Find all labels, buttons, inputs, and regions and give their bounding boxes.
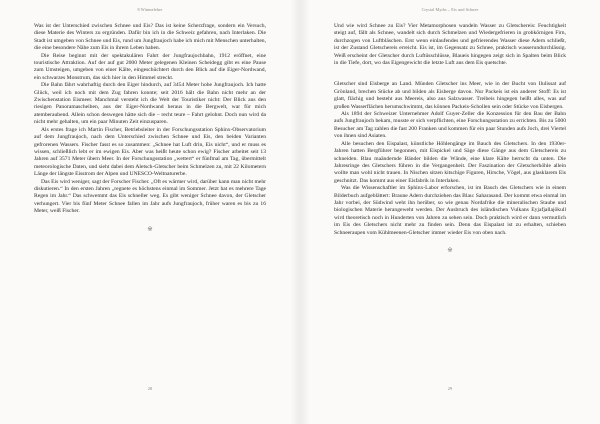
paragraph: Alle besuchen den Eispalast, künstliche Höhlengänge im Bauch des Gletschers. In den 1930er-Jahren hatten Bergführer begonnen, mit Eispickel und Säge diese Gänge aus dem Gletschereis zu schneiden. Blau maändernde Bänder bilden die Wände, eine klare Kälte herrscht da unten. Die Jahresringe des Gletschers führen in die Vergangenheit. Der Faszination der Gletscherhöhle allein wollte man wohl nicht trauen. In Nischen sitzen kitschige Figuren, Hirsche, Vögel, aus glasklarem Eis geschnitzt. Das kommt aus einer Eisfabrik in Interlaken.: [334, 140, 566, 184]
section-ornament: ※: [447, 246, 453, 254]
paragraph: Das Eis wird weniger, sagt der Forscher Fischer. „Oft es wärmer wird, darüber kann man nicht mehr diskutieren.“ In den ersten Jahren „regnete es höchstens einmal im Sommer. Jetzt hat es mehrere Tage Regen im Jahr.“ Das schwemmt das Eis schneller weg. Es gibt weniger Schnee davon, der Gletscher verhungert. Vier bis fünf Meter Schnee fallen im Jahr aufs Jungfraujoch, früher waren es bis zu 16 Meter, weiß Fischer.: [34, 178, 266, 215]
paragraph: Gletscher sind Eisberge an Land. Münden Gletscher ins Meer, wie in der Bucht von Ilulissat auf Grönland, brechen Stücke ab und bilden als Eisberge davon. Nur Packeis ist ein anderer Stoff: Es ist glatt, flächig und besteht aus Meereis, also aus Salzwasser. Treibeis hingegen heißt alles, was auf großen Wasserflächen herumschwimmt, das können Packeis-Schollen sein oder Stücke von Eisbergen.: [334, 81, 566, 110]
paragraph: Die Reise beginnt mit der spektakulären Fahrt der Jungfraujochbahn, 1912 eröffnet, eine touristische Attraktion. Auf der auf gut 2000 Meter gelegenen Kleinen Scheidegg gibt es eine Pause zum Umsteigen, umgeben von einer Kälte, eingeschüchtert durch den Blick auf die Eiger-Nordwand, ein schwarzes Monstrum, das sich hier in den Himmel streckt.: [34, 52, 266, 81]
paragraph: Was ist der Unterschied zwischen Schnee und Eis? Das ist keine Scherzfrage, sondern ein Versuch, diese Materie des Winters zu ergründen. Dafür bin ich in die Schweiz gefahren, nach Interlaken. Die Stadt ist umgeben von Schnee und Eis, rund um Jungfraujoch habe ich mich mit Menschen unterhalten, die eine besondere Nähe zum Eis in ihrem Leben haben.: [34, 23, 266, 52]
section-ornament: ※: [147, 225, 153, 233]
running-head: 8 Wärmelehre: [137, 7, 163, 12]
paragraph: Was die Wissenschaftler im Sphinx-Labor erforschen, ist im Bauch des Gletschers wie in einem Bilderbuch aufgeblättert: Braune Adern durchziehen das Blau: Saharasand. Der kommt etwa einmal im Jahr vorbei, der Südwind weht ihn herüber, so wie genau Nordafrike die mineralischen Staube und biologischen Materie herangeweht werden. Der Ausbruch des isländischen Vulkans Eyjafjallajökull wird theoretisch noch in Hunderten von Jahren zu sehen sein. Doch praktisch wird er dann vermutlich im Eis des Gletschers nicht mehr zu finden sein. Denn das Eispalast ist zu erhalten, schieben Schneeraupen vom Kühlmeenen-Gletscher immer wieder Eis von oben nach.: [334, 185, 566, 236]
paragraph: Die Bahn fährt wahrhaftig durch den Eiger hindurch, auf 3454 Meter hohe Jungfraujoch. Ich hatte Glück, weil ich noch mit dem Zug fahren konnte; seit 2016 hält die Bahn nicht mehr an der Zwischenstation Eismeer. Manchmal versteht ich die Welt der Touristiker nicht: Der Blick aus den riesigen Panoramascheiben, aus der Eiger-Nordwand heraus in die Bergwelt, war für mich atemberaubend. Allein schon deswegen hätte sich die – recht teure – Fahrt gelohnt. Doch nun wird da nicht mehr gehalten, um ein paar Minuten Zeit einzusparen.: [34, 82, 266, 126]
running-head: Crystal Myths – Eis und Schnee: [421, 7, 479, 12]
page-number: 29: [447, 386, 453, 391]
paragraph: Als 1894 der Schweizer Unternehmer Adolf Guyer-Zeller die Konzession für den Bau der Bahn aufs Jungfraujoch bekam, musste er sich verpflichten, eine Forschungsstation zu errichten. Bis zu 5000 Besucher am Tag zahlen die fast 200 Franken und kommen für ein paar Stunden aufs Joch, drei Viertel von ihnen sind Asiaten.: [334, 111, 566, 140]
gutter-shadow: [300, 0, 310, 424]
body-text: [334, 23, 566, 254]
paragraph: Als erstes frage ich Martin Fischer, Betriebsleiter in der Forschungsstation Sphinx-Observatorium auf dem Jungfraujoch, nach dem Unterschied zwischen Schnee und Eis, den beiden Varianten gefrorenen Wassers. Fischer fasst es so zusammen: „Schnee hat Luft drin, Eis nicht“, und er muss es wissen, schließlich lebt er im ewigen Eis. Aber was heißt heute schon ewig? Fischer arbeitet seit 13 Jahren auf 3571 Meter übern Meer. In der Forschungsstation „wettert“ er fünfmal am Tag, übermittelt meteorologische Daten, und sieht dabei dem Aletsch-Gletscher beim Schmelzen zu, mit 22 Kilometern Länge der längste Eisstrom der Alpen und UNESCO-Weltnaturerbe.: [34, 126, 266, 178]
body-text: [34, 23, 266, 233]
paragraph: Und wie wird Schnee zu Eis? Vier Metamorphosen wandeln Wasser zu Gletschereis: Feuchtigkeit steigt auf, fällt als Schnee, wandelt sich durch Schmelzen und Wiedergefrieren in grobkörnigen Firn, durchzogen von Luftbläschen. Erst wenn einlaufendes und gefrierendes Wasser diese Adern schließt, ist der Zustand Gletschereis erreicht. Eis ist, im Gegensatz zu Schnee, praktisch wasserundurchlässig. Weiß erscheint der Gletscher durch Luftüsschlüsse, Blaueis hingegen zeigt sich in Spalten beim Blick in die Tiefe, dort, wo das Eigengewicht die letzte Luft aus dem Eis quetschte.: [334, 23, 566, 67]
right-page: [300, 0, 600, 424]
gutter-shadow: [290, 0, 300, 424]
page-number: 28: [147, 386, 153, 391]
